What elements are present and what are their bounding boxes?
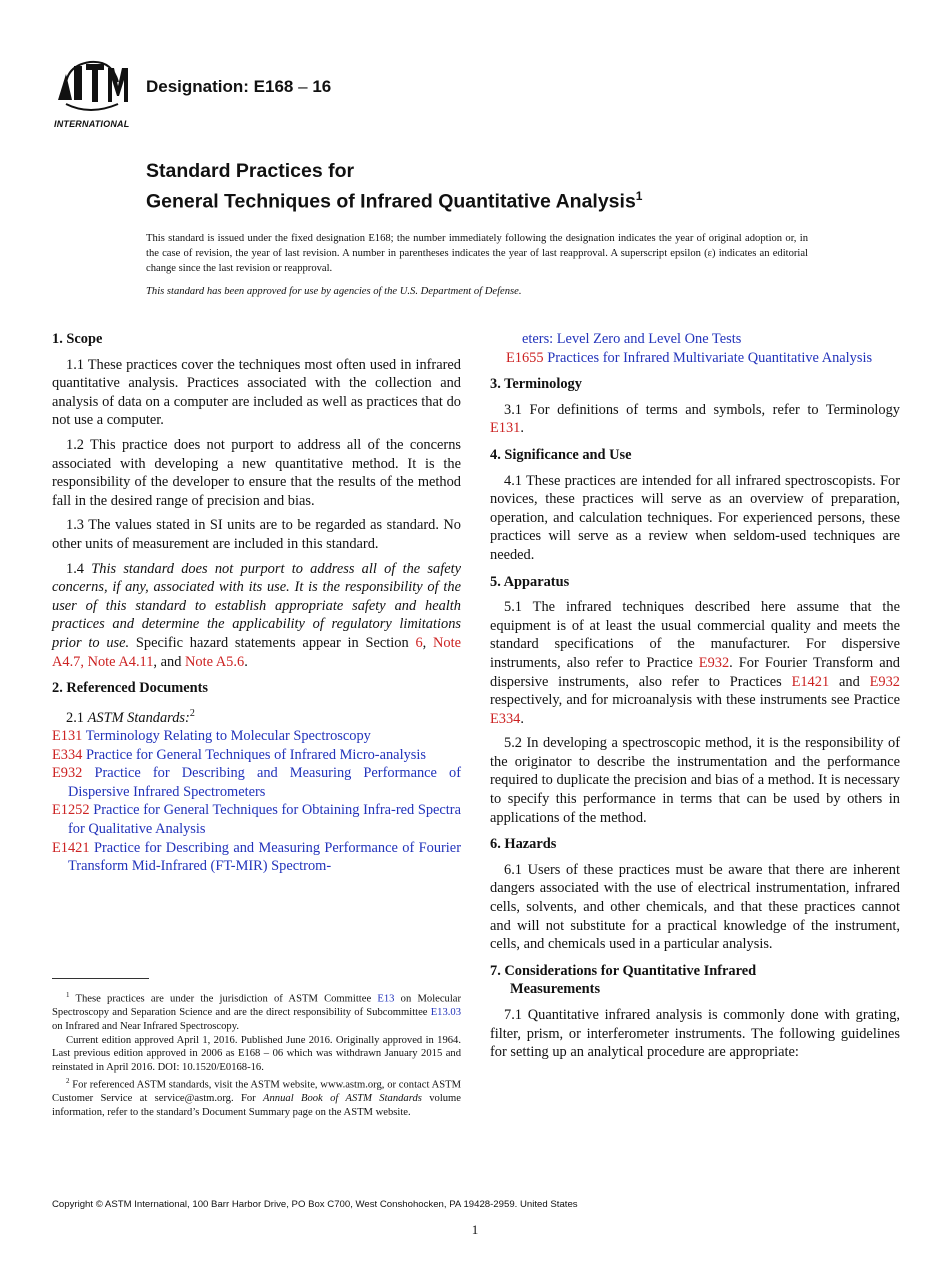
- logo-text: INTERNATIONAL: [54, 119, 130, 129]
- ref-item-e1421[interactable]: E1421 Practice for Describing and Measuring Performance of Fourier Transform Mid-Infrared (FT-MIR) Spectrom-: [52, 839, 461, 875]
- footnotes: [52, 989, 461, 1119]
- referenced-list: [52, 727, 461, 876]
- ref-item-e1252[interactable]: E1252 Practice for General Techniques for Obtaining Infra-red Spectra for Qualitative Analysis: [52, 802, 461, 838]
- footnote-current-edition: Current edition approved April 1, 2016. Published June 2016. Originally approved in 1964. Last previous edition approved in 2006 as E168 – 06 which was withdrawn January 2015 and reinstated in April 2016. DOI: 10.1520/E0168-16.: [52, 1034, 461, 1074]
- section-apparatus-heading: 5. Apparatus: [490, 573, 570, 590]
- copyright: Copyright © ASTM International, 100 Barr Harbor Drive, PO Box C700, West Conshohocken, PA 19428-2959. United States: [52, 1199, 578, 1210]
- ref-e1421[interactable]: E1421: [791, 673, 830, 690]
- para-1-3: 1.3 The values stated in SI units are to be regarded as standard. No other units of measurement are included in this standard.: [52, 517, 461, 552]
- page-title: [146, 159, 642, 215]
- ref-note-a4-7[interactable]: Note A4.7,: [52, 634, 462, 670]
- ref-item-e932[interactable]: E932 Practice for Describing and Measuring Performance of Dispersive Infrared Spectrometers: [52, 765, 461, 800]
- astm-logo: [52, 56, 136, 132]
- dod-note: This standard has been approved for use by agencies of the U.S. Department of Defense.: [146, 286, 522, 297]
- para-3-1: 3.1 For definitions of terms and symbols, refer to Terminology E131.: [490, 401, 900, 437]
- section-considerations-heading: 7. Considerations for Quantitative Infrared Measurements: [490, 962, 757, 998]
- footnote-2: $^2$ For referenced ASTM standards, visit the ASTM website, www.astm.org, or contact ASTM Customer Service at service@astm.org. For Annual Book of ASTM Standards volume information, refer to the standard’s Document Summary page on the ASTM website.: [52, 1076, 461, 1118]
- ref-e334[interactable]: E334: [490, 710, 521, 727]
- section-referenced-heading: 2. Referenced Documents: [52, 680, 208, 697]
- para-7-1: 7.1 Quantitative infrared analysis is commonly done with grating, filter, prism, or interferometer instruments. The following guidelines for setting up an analytical procedure are appropriate:: [490, 1007, 900, 1061]
- section-significance-heading: 4. Significance and Use: [490, 446, 632, 463]
- ref-e13-03[interactable]: E13.03: [430, 1007, 461, 1019]
- para-5-2: 5.2 In developing a spectroscopic method, it is the responsibility of the originator to describe the instrumentation and the performance required to duplicate the precision and bias of a method. It is necessary to specify this performance in terms that can be used by others in applications of the method.: [490, 735, 900, 826]
- footnote-1: $^1$ These practices are under the jurisdiction of ASTM Committee E13 on Molecular Spectroscopy and Separation Science and are the direct responsibility of Subcommittee E13.03 on Infrared and Near Infrared Spectroscopy.: [52, 991, 462, 1032]
- section-scope-heading: 1. Scope: [52, 331, 103, 347]
- ref-note-a5-6[interactable]: Note A5.6: [185, 653, 245, 670]
- footnote-rule: [52, 978, 149, 979]
- ref-item-e1421-continued[interactable]: eters: Level Zero and Level One Tests: [522, 331, 742, 347]
- title-line-1: Standard Practices for: [146, 160, 355, 182]
- para-6-1: 6.1 Users of these practices must be aware that there are inherent dangers associated with the use of electrical instrumentation, infrared cells, solvents, and other chemicals, and that these practices cannot and will not substitute for a practical knowledge of the instrument, cells, and chemicals used in a particular analysis.: [490, 861, 900, 953]
- para-5-1: 5.1 The infrared techniques described here assume that the equipment is of at least the usual commercial quality and meets the standard specifications of the manufacturer. For dispersive instruments, also refer to Practice E932. For Fourier Transform and dispersive instruments, also refer to Practices E1421 and E932 respectively, and for microanalysis with these instruments see Practice E334.: [490, 599, 900, 727]
- para-1-4: 1.4 This standard does not purport to address all of the safety concerns, if any, associated with its use. It is the responsibility of the user of this standard to establish appropriate safety and health practices and determine the applicability of regulatory limitations prior to use. Specific hazard statements appear in Section 6, Note A4.7, Note A4.11, and Note A5.6.: [52, 560, 462, 670]
- ref-section-6[interactable]: 6: [415, 634, 423, 651]
- section-hazards-heading: 6. Hazards: [490, 836, 557, 853]
- ref-e13[interactable]: E13: [377, 993, 395, 1005]
- ref-item-e1655[interactable]: E1655 Practices for Infrared Multivariate Quantitative Analysis: [506, 349, 873, 366]
- para-4-1: 4.1 These practices are intended for all infrared spectroscopists. For novices, these practices will serve as an overview of preparation, operation, and calculation techniques. For experienced persons, these practices will serve as a review when seldom-used techniques are needed.: [490, 472, 900, 563]
- title-line-2: General Techniques of Infrared Quantitative Analysis$^1$: [146, 189, 643, 213]
- designation: Designation: E168 – 16: [146, 77, 332, 96]
- para-1-1: 1.1 These practices cover the techniques most often used in infrared quantitative analysis. Practices associated with the collection and analysis of data on a computer are included as well as practices that do not use a computer.: [52, 356, 461, 429]
- right-column: [490, 330, 900, 1068]
- issued-note: This standard is issued under the fixed designation E168; the number immediately following the designation indicates the year of original adoption or, in the case of revision, the year of last revision. A number in parentheses indicates the year of last reapproval. A superscript epsilon (ε) indicates an editorial change since the last revision or reapproval.: [146, 233, 808, 274]
- para-2-1: 2.1 ASTM Standards:$^2$: [66, 707, 195, 726]
- left-column: [52, 330, 461, 876]
- page-number: 1: [471, 1222, 479, 1237]
- ref-note-a4-11[interactable]: Note A4.11: [87, 653, 154, 670]
- ref-e932-b[interactable]: E932: [869, 673, 900, 690]
- ref-item-e131[interactable]: E131 Terminology Relating to Molecular Spectroscopy: [52, 728, 371, 745]
- section-terminology-heading: 3. Terminology: [490, 376, 582, 393]
- ref-e932[interactable]: E932: [698, 654, 730, 671]
- para-1-2: 1.2 This practice does not purport to address all of the concerns associated with developing a new quantitative method. It is the responsibility of the developer to ensure that the results of the method fall in the desired range of precision and bias.: [52, 436, 461, 509]
- ref-e131[interactable]: E131: [490, 420, 521, 437]
- ref-item-e334[interactable]: E334 Practice for General Techniques of Infrared Micro-analysis: [52, 746, 426, 763]
